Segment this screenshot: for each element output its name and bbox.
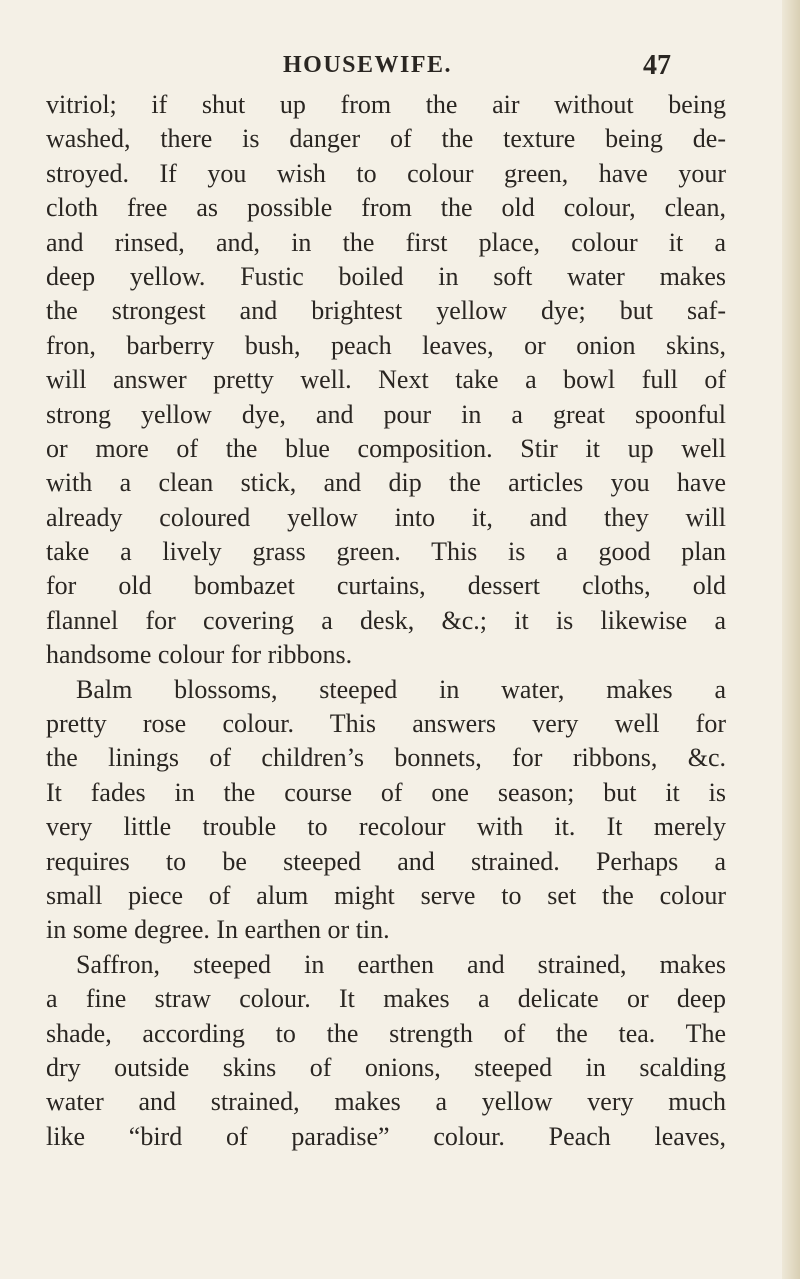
text-line-paragraph-start: Saffron, steeped in earthen and strained, makes bbox=[76, 949, 726, 979]
text-line-paragraph-end: handsome colour for ribbons. bbox=[46, 640, 353, 670]
text-line: with a clean stick, and dip the articles you have bbox=[46, 468, 726, 498]
text-line: very little trouble to recolour with it. It merely bbox=[46, 812, 726, 842]
text-line-paragraph-end: in some degree. In earthen or tin. bbox=[46, 915, 390, 945]
text-line: requires to be steeped and strained. Perhaps a bbox=[46, 846, 726, 876]
text-line: flannel for covering a desk, &c.; it is likewise a bbox=[46, 605, 726, 635]
text-line: deep yellow. Fustic boiled in soft water makes bbox=[46, 261, 726, 291]
text-line: shade, according to the strength of the tea. The bbox=[46, 1018, 726, 1048]
text-line: for old bombazet curtains, dessert cloths, old bbox=[46, 571, 726, 601]
text-line: cloth free as possible from the old colour, clean, bbox=[46, 193, 726, 223]
body-text bbox=[46, 88, 726, 1154]
text-line: or more of the blue composition. Stir it up well bbox=[46, 433, 726, 463]
text-line: the linings of children’s bonnets, for ribbons, &c. bbox=[46, 743, 726, 773]
text-line: dry outside skins of onions, steeped in scalding bbox=[46, 1052, 726, 1082]
text-line: like “bird of paradise” colour. Peach leaves, bbox=[46, 1121, 726, 1151]
text-line: take a lively grass green. This is a good plan bbox=[46, 537, 726, 567]
text-line: strong yellow dye, and pour in a great spoonful bbox=[46, 399, 726, 429]
running-head: HOUSEWIFE. bbox=[283, 52, 453, 78]
text-line: It fades in the course of one season; but it is bbox=[46, 777, 726, 807]
text-line: a fine straw colour. It makes a delicate or deep bbox=[46, 984, 726, 1014]
text-line: vitriol; if shut up from the air without being bbox=[46, 90, 726, 119]
text-line: small piece of alum might serve to set the colour bbox=[46, 880, 726, 910]
text-line: already coloured yellow into it, and they will bbox=[46, 502, 726, 532]
text-line: stroyed. If you wish to colour green, have your bbox=[46, 158, 726, 188]
text-line: will answer pretty well. Next take a bowl full of bbox=[46, 365, 726, 395]
text-line: the strongest and brightest yellow dye; but saf- bbox=[46, 296, 726, 326]
page-header bbox=[0, 46, 800, 86]
page-number: 47 bbox=[643, 50, 671, 81]
text-line: washed, there is danger of the texture being de- bbox=[46, 124, 726, 154]
text-line: pretty rose colour. This answers very well for bbox=[46, 709, 726, 739]
text-line: water and strained, makes a yellow very much bbox=[46, 1087, 726, 1117]
text-line: fron, barberry bush, peach leaves, or onion skins, bbox=[46, 330, 726, 360]
page-edge bbox=[782, 0, 800, 1279]
text-line: and rinsed, and, in the first place, colour it a bbox=[46, 227, 726, 257]
text-line-paragraph-start: Balm blossoms, steeped in water, makes a bbox=[76, 674, 726, 704]
